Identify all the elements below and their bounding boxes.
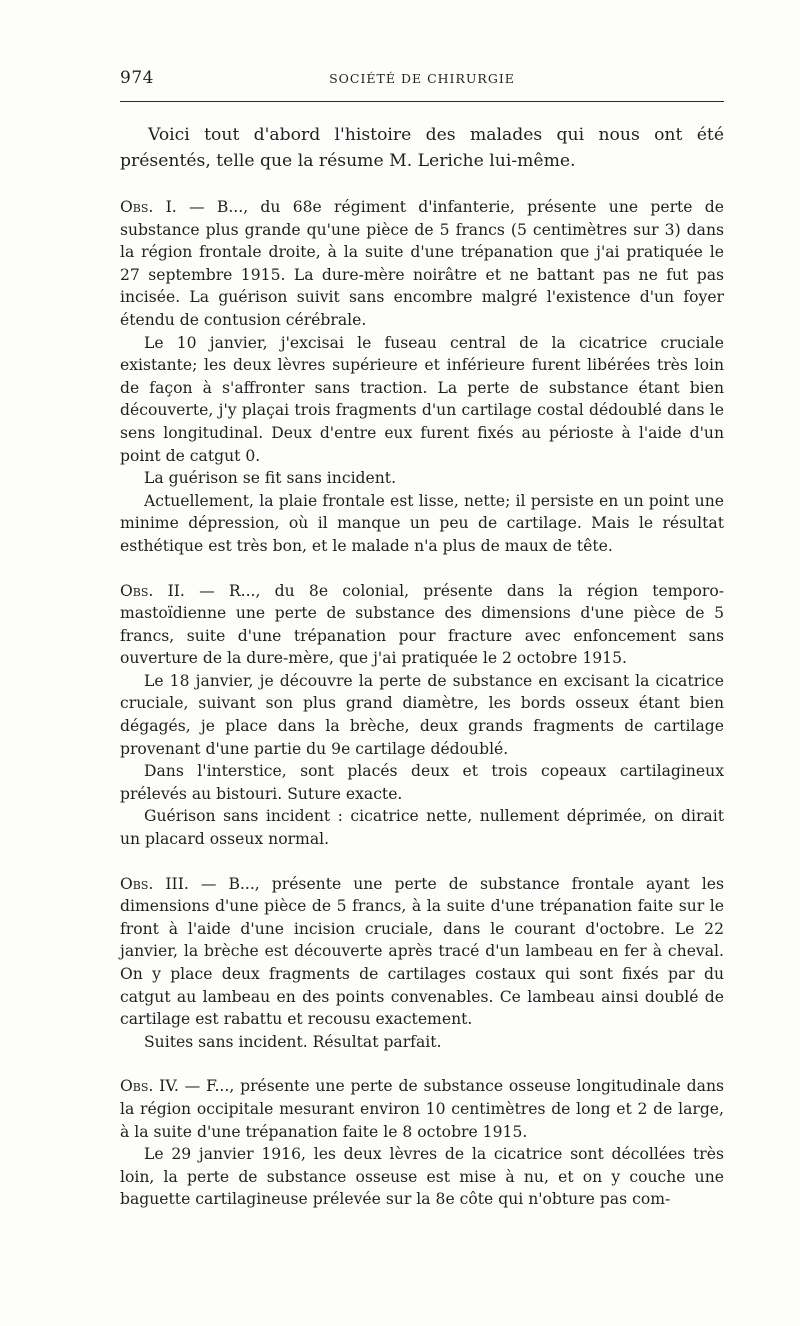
observation-label: Obs. I. bbox=[120, 198, 177, 216]
header-rule bbox=[120, 101, 724, 102]
observation-paragraph: Le 29 janvier 1916, les deux lèvres de la cicatrice sont décollées très loin, la perte de substance osseuse est mise à nu, et on y couche une baguette cartilagineuse prélevée sur la 8e côte qui n'obture pas com- bbox=[120, 1145, 724, 1209]
intro-paragraph: Voici tout d'abord l'histoire des malades qui nous ont été présentés, telle que la résume M. Leriche lui-même. bbox=[120, 125, 724, 171]
page-number: 974 bbox=[120, 68, 154, 88]
observation-paragraph: Suites sans incident. Résultat parfait. bbox=[144, 1032, 442, 1051]
observation-3 bbox=[120, 873, 724, 1054]
observation-label: Obs. II. bbox=[120, 581, 185, 600]
running-head: SOCIÉTÉ DE CHIRURGIE bbox=[329, 71, 515, 86]
observation-paragraph: Dans l'interstice, sont placés deux et trois copeaux cartilagineux prélevés au bistouri. Suture exacte. bbox=[120, 762, 724, 803]
observation-paragraph: La guérison se fit sans incident. bbox=[144, 469, 397, 488]
observation-paragraph: Obs. II. — R..., du 8e colonial, présente dans la région temporo-mastoïdienne une perte de substance des dimensions d'une pièce de 5 francs, suite d'une trépanation pour fracture avec enfoncement sans ouverture de la dure-mère, que j'ai pratiquée le 2 octobre 1915. bbox=[120, 581, 725, 668]
observation-label: Obs. IV. bbox=[120, 1077, 179, 1096]
observation-paragraph: Actuellement, la plaie frontale est lisse, nette; il persiste en un point une minime dépression, où il manque un peu de cartilage. Mais le résultat esthétique est très bon, et le malade n'a plus de maux de tête. bbox=[120, 491, 724, 555]
observation-paragraph: Obs. III. — B..., présente une perte de substance frontale ayant les dimensions d'une pièce de 5 francs, à la suite d'une trépanation faite sur le front à l'aide d'une incision cruciale, dans le courant d'octobre. Le 22 janvier, la brèche est découverte après tracé d'un lambeau en fer à cheval. On y place deux fragments de cartilages costaux qui sont fixés par du catgut au lambeau en des points convenables. Ce lambeau ainsi doublé de cartilage est rabattu et recousu exactement. bbox=[120, 874, 724, 1029]
observation-paragraph: Le 10 janvier, j'excisai le fuseau central de la cicatrice cruciale existante; les deux lèvres supérieure et inférieure furent libérées très loin de façon à s'affronter sans traction. La perte de substance étant bien découverte, j'y plaçai trois fragments d'un cartilage costal dédoublé dans le sens longitudinal. Deux d'entre eux furent fixés au périoste à l'aide d'un point de catgut 0. bbox=[120, 333, 724, 465]
observation-2 bbox=[120, 580, 724, 851]
observation-paragraph: Obs. I. — B..., du 68e régiment d'infanterie, présente une perte de substance plus grande qu'une pièce de 5 francs (5 centimètres sur 3) dans la région frontale droite, à la suite d'une trépanation que j'ai pratiquée le 27 septembre 1915. La dure-mère noirâtre et ne battant pas ne fut pas incisée. La guérison suivit sans encombre malgré l'existence d'un foyer étendu de contusion cérébrale. bbox=[120, 198, 725, 329]
observation-paragraph: Obs. IV. — F..., présente une perte de substance osseuse longitudinale dans la région occipitale mesurant environ 10 centimètres de long et 2 de large, à la suite d'une trépanation faite le 8 octobre 1915. bbox=[120, 1077, 725, 1141]
observation-1 bbox=[120, 196, 724, 558]
observation-paragraph: Le 18 janvier, je découvre la perte de substance en excisant la cicatrice cruciale, suivant son plus grand diamètre, les bords osseux étant bien dégagés, je place dans la brèche, deux grands fragments de cartilage provenant d'une partie du 9e cartilage dédoublé. bbox=[120, 671, 724, 758]
page-body bbox=[120, 122, 724, 1211]
observation-label: Obs. III. bbox=[120, 874, 189, 893]
page-header bbox=[120, 68, 724, 92]
observation-paragraph: Guérison sans incident : cicatrice nette, nullement déprimée, on dirait un placard osseux normal. bbox=[120, 807, 724, 849]
observation-4 bbox=[120, 1075, 724, 1211]
